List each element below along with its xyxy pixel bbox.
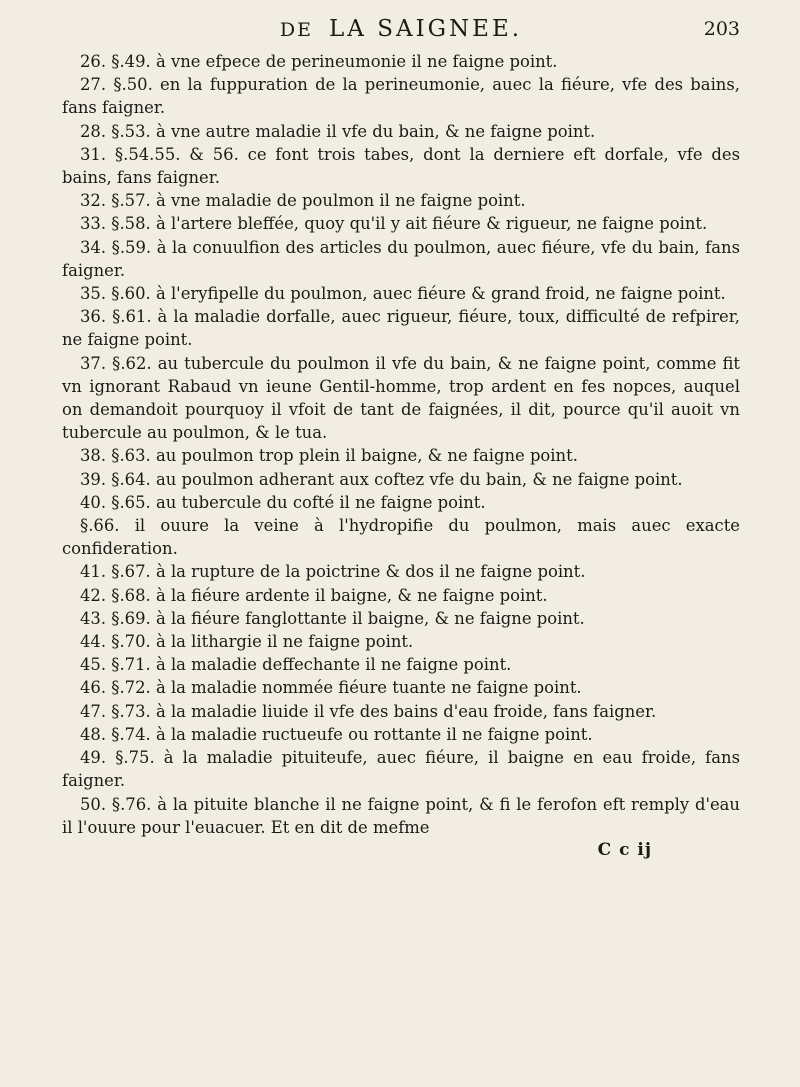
signature-mark: C c ij [597,839,652,860]
paragraph: 49. §.75. à la maladie pituiteufe, auec fiéure, il baigne en eau froide, fans faigner. [62,748,740,791]
paragraph: 42. §.68. à la fiéure ardente il baigne, & ne faigne point. [80,585,548,605]
paragraph: 45. §.71. à la maladie deffechante il ne faigne point. [80,655,512,675]
paragraph: 35. §.60. à l'eryfipelle du poulmon, auec fiéure & grand froid, ne faigne point. [80,284,726,304]
paragraph: 40. §.65. au tubercule du cofté il ne faigne point. [80,492,486,512]
paragraph: 26. §.49. à vne efpece de perineumonie il ne faigne point. [80,52,558,71]
paragraph: 43. §.69. à la fiéure fanglottante il baigne, & ne faigne point. [80,608,585,628]
paragraph: 27. §.50. en la fuppuration de la perineumonie, auec la fiéure, vfe des bains, fans faigner. [62,75,740,118]
paragraph: 28. §.53. à vne autre maladie il vfe du bain, & ne faigne point. [80,121,596,141]
page-number: 203 [703,18,740,40]
paragraph: 48. §.74. à la maladie ructueufe ou rottante il ne faigne point. [80,724,593,744]
paragraph: 50. §.76. à la pituite blanche il ne faigne point, & fi le ferofon eft remply d'eau il l'ouure pour l'euacuer. Et en dit de mefme [62,794,740,837]
paragraph: 38. §.63. au poulmon trop plein il baigne, & ne faigne point. [80,446,578,466]
paragraph: §.66. il ouure la veine à l'hydropifie du poulmon, mais auec exacte confideration. [62,516,740,559]
paragraph: 34. §.59. à la conuulfion des articles du poulmon, auec fiéure, vfe du bain, fans faigner. [62,237,740,280]
paragraph: 37. §.62. au tubercule du poulmon il vfe du bain, & ne faigne point, comme fit vn ignorant Rabaud vn ieune Gentil-homme, trop ardent en fes nopces, auquel on demandoit pourquoy il vfoit de tant de faignées, il dit, pource qu'il auoit vn tubercule au poulmon, & le tua. [62,353,740,443]
paragraph: 33. §.58. à l'artere bleffée, quoy qu'il y ait fiéure & rigueur, ne faigne point. [80,214,708,234]
running-head-prefix: DE [279,19,314,41]
body-text [62,50,740,839]
paragraph: 46. §.72. à la maladie nommée fiéure tuante ne faigne point. [80,678,582,698]
paragraph: 36. §.61. à la maladie dorfalle, auec rigueur, fiéure, toux, difficulté de refpirer, ne faigne point. [62,307,740,350]
paragraph: 47. §.73. à la maladie liuide il vfe des bains d'eau froide, fans faigner. [80,701,657,721]
paragraph: 32. §.57. à vne maladie de poulmon il ne faigne point. [80,191,526,211]
paragraph: 31. §.54.55. & 56. ce font trois tabes, dont la derniere eft dorfale, vfe des bains, fans faigner. [62,144,740,188]
running-head [62,16,740,48]
paragraph: 44. §.70. à la lithargie il ne faigne point. [80,632,414,652]
paragraph: 39. §.64. au poulmon adherant aux coftez vfe du bain, & ne faigne point. [80,469,683,489]
running-head-title: LA SAIGNEE. [329,16,523,42]
paragraph: 41. §.67. à la rupture de la poictrine & dos il ne faigne point. [80,562,586,582]
